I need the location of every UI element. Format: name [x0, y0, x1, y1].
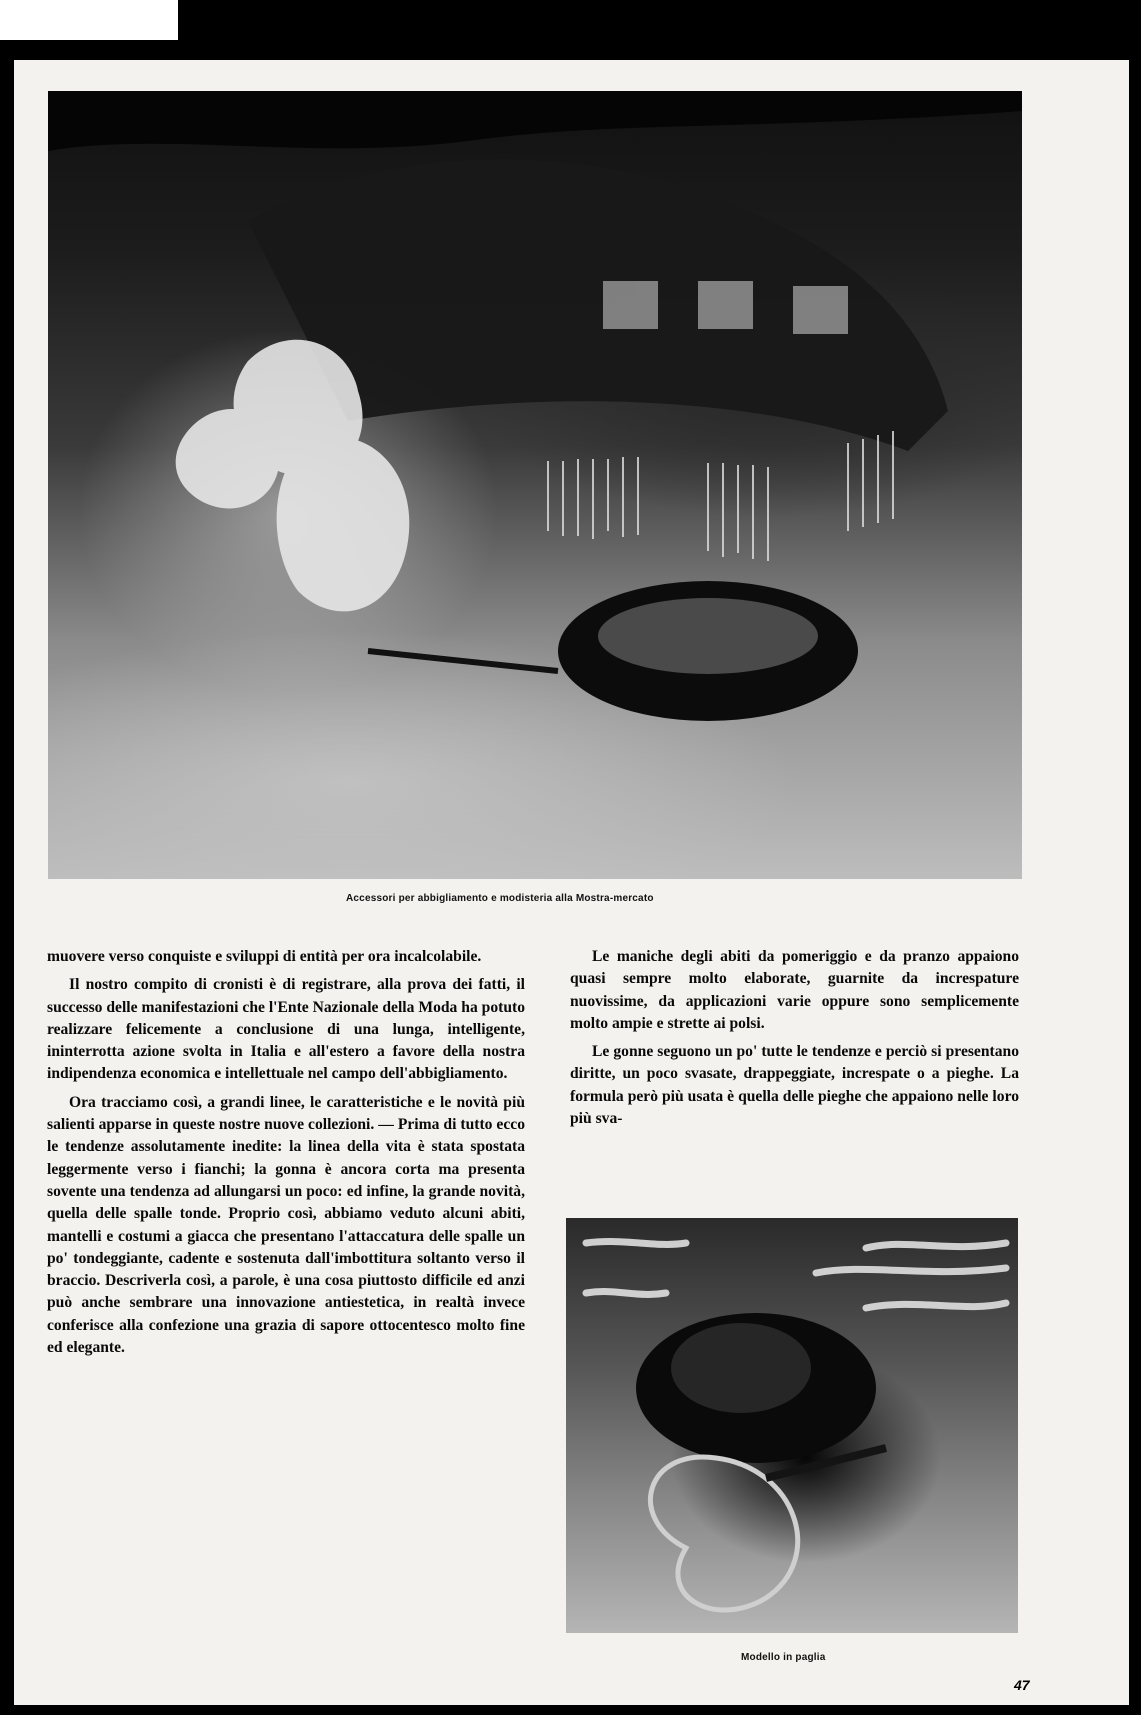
accessories-photo-illustration: [48, 91, 1022, 879]
top-photo-caption: Accessori per abbigliamento e modisteria alla Mostra-mercato: [346, 893, 654, 904]
paragraph: Le gonne seguono un po' tutte le tendenze e perciò si presentano diritte, un poco svasate, drappeggiate, increspate o a pieghe. La formula però più usata è quella delle pieghe che appaiono nelle loro più sva-: [570, 1043, 1019, 1128]
scan-margin: [0, 0, 178, 40]
straw-hat-photo: [566, 1218, 1018, 1633]
left-text-column: [47, 946, 525, 1365]
straw-hat-illustration: [566, 1218, 1018, 1633]
right-text-column: [570, 946, 1019, 1136]
paragraph: Il nostro compito di cronisti è di registrare, alla prova dei fatti, il successo delle manifestazioni che l'Ente Nazionale della Moda ha potuto realizzare felicemente a conclusione di una lunga, intelligente, ininterrotta azione svolta in Italia e all'estero a favore della nostra indipendenza economica e intellettuale nel campo dell'abbigliamento.: [47, 976, 525, 1083]
paragraph: muovere verso conquiste e sviluppi di entità per ora incalcolabile.: [47, 948, 482, 965]
paragraph: Le maniche degli abiti da pomeriggio e da pranzo appaiono quasi sempre molto elaborate, guarnite da increspature nuovissime, da applicazioni varie oppure sono semplicemente molto ampie e strette ai polsi.: [570, 948, 1019, 1032]
magazine-page: [14, 60, 1129, 1705]
bottom-photo-caption: Modello in paglia: [741, 1652, 826, 1663]
accessories-photo: [48, 91, 1022, 879]
paragraph: Ora tracciamo così, a grandi linee, le caratteristiche e le novità più salienti apparse in queste nostre nuove collezioni. — Prima di tutto ecco le tendenze assolutamente inedite: la linea della vita è stata spostata leggermente verso i fianchi; la gonna è ancora corta ma presenta sovente una tendenza ad allungarsi un poco: ed infine, la grande novità, quella delle spalle tonde. Proprio così, abbiamo veduto alcuni abiti, mantelli e costumi a giacca che presentano l'attaccatura delle spalle un po' tondeggiante, cadente e sostenuta dall'imbottitura soltanto verso il braccio. Descriverla così, a parole, è una cosa piuttosto difficile ed anzi può anche sembrare una innovazione antiestetica, in realtà invece conferisce alla confezione una grazia di sapore ottocentesco molto fine ed elegante.: [47, 1093, 525, 1357]
page-number: 47: [1014, 1677, 1030, 1693]
